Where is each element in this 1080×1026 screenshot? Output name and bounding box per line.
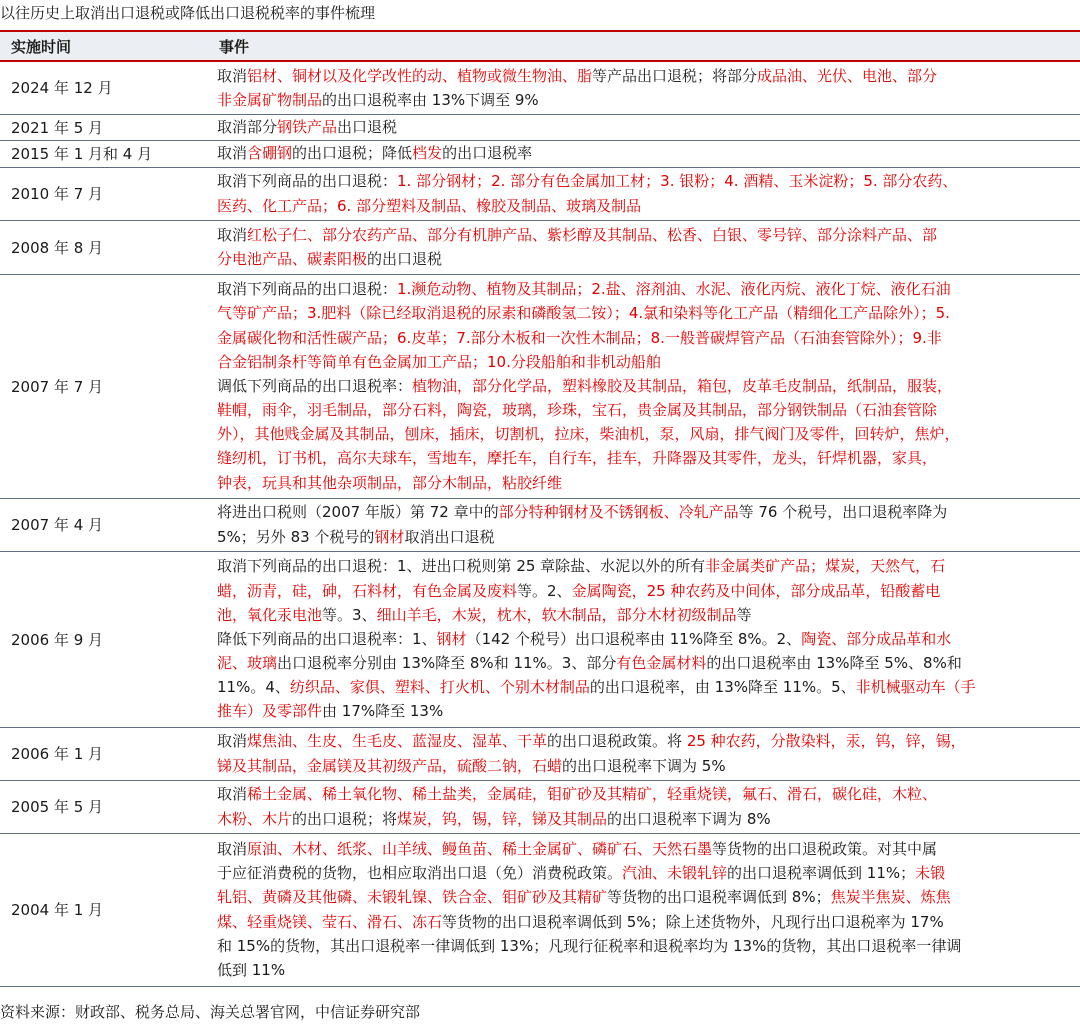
- event-line: [217, 729, 1076, 753]
- event-description: [208, 167, 1080, 220]
- table-header-row: [0, 31, 1080, 61]
- table-row: [0, 220, 1080, 274]
- highlighted-product-text: 细山羊毛，木炭，枕木，软木制品，部分木材初级制品: [376, 605, 737, 624]
- table-title: 以往历史上取消出口退税或降低出口退税税率的事件梳理: [0, 4, 376, 22]
- event-text: 等产品出口退税；将部分: [592, 66, 758, 85]
- event-text: 等。2、: [517, 581, 572, 600]
- highlighted-product-text: 陶瓷、部分成品革和水: [801, 629, 952, 648]
- highlighted-product-text: 稀土金属、稀土氧化物、稀土盐类，金属硅，钼矿砂及其精矿，轻重烧镁，氟石、滑石，碳化硅，木粒、: [247, 785, 938, 804]
- event-description: [208, 220, 1080, 274]
- event-description: [208, 551, 1080, 727]
- event-text: 的出口退税政策。将: [547, 732, 687, 751]
- event-description: [208, 274, 1080, 498]
- event-line: [217, 782, 1076, 806]
- highlighted-product-text: 轧铝、黄磷及其他磷、未锻轧镍、铁合金、钼矿砂及其精矿: [217, 888, 608, 907]
- event-text: 5%；另外 83 个税号的: [217, 527, 375, 546]
- event-line: [217, 554, 1076, 578]
- event-text: 的出口退税率调低到 11%；: [727, 864, 916, 883]
- event-date: 2006 年 1 月: [0, 727, 208, 780]
- highlighted-product-text: 钟表，玩具和其他杂项制品，部分木制品，粘胶纤维: [217, 473, 563, 492]
- event-text: 出口退税率分别由 13%降至 8%和 11%。3、部分: [277, 654, 617, 673]
- highlighted-product-text: 金属碳化物和活性碳产品；6.皮革；7.部分木板和一次性木制品；8.一般普碳焊管产品（石油套管除外）；9.非: [217, 328, 942, 347]
- event-text: 的出口退税率下调为 8%: [607, 809, 771, 828]
- highlighted-product-text: 红松子仁、部分农药产品、部分有机胂产品、紫杉醇及其制品、松香、白银、零号锌、部分涂料产品、部: [247, 225, 938, 244]
- highlighted-product-text: 非金属类矿产品；煤炭，天然气，石: [705, 557, 946, 576]
- event-date: 2006 年 9 月: [0, 551, 208, 727]
- highlighted-product-text: 煤炭，钨，锡，锌，锑及其制品: [397, 809, 608, 828]
- event-line: [217, 500, 1076, 524]
- highlighted-product-text: 气等矿产品；3.肥料（除已经取消退税的尿素和磷酸氢二铵）；4.氯和染料等化工产品（精细化工产品除外）；5.: [217, 304, 950, 323]
- table-row: [0, 140, 1080, 167]
- event-line: [217, 194, 1076, 218]
- event-date: 2008 年 8 月: [0, 220, 208, 274]
- event-date: 2004 年 1 月: [0, 833, 208, 986]
- event-date: 2007 年 4 月: [0, 498, 208, 551]
- event-text: 由 17%降至 13%: [322, 702, 444, 721]
- highlighted-product-text: 1.濒危动物、植物及其制品；2.盐、溶剂油、水泥、液化丙烷、液化丁烷、液化石油: [397, 280, 951, 299]
- event-text: 调低下列商品的出口退税率：: [217, 376, 413, 395]
- table-body: [0, 61, 1080, 986]
- column-header-date: 实施时间: [0, 31, 208, 61]
- event-line: [217, 958, 1076, 982]
- table-row: [0, 114, 1080, 140]
- event-date: 2015 年 1 月和 4 月: [0, 140, 208, 167]
- highlighted-product-text: 推车）及零部件: [217, 702, 323, 721]
- event-text: 低到 11%: [217, 960, 286, 979]
- highlighted-product-text: 锑及其制品，金属镁及其初级产品，硫酸二钠，石蜡: [217, 756, 563, 775]
- table-row: [0, 61, 1080, 114]
- event-line: [217, 64, 1076, 88]
- highlighted-product-text: 外），其他贱金属及其制品，刨床，插床，切割机，拉床，柴油机，泵，风扇，排气阀门及零件，回转炉，焦炉，: [217, 425, 960, 444]
- event-text: 于应征消费税的货物，也相应取消出口退（免）消费税政策。: [217, 864, 623, 883]
- event-description: [208, 833, 1080, 986]
- table-row: [0, 167, 1080, 220]
- event-text: 的出口退税率下调为 5%: [562, 756, 726, 775]
- event-text: 取消: [217, 785, 248, 804]
- event-date: 2021 年 5 月: [0, 114, 208, 140]
- event-line: [217, 398, 1076, 422]
- event-line: [217, 223, 1076, 247]
- highlighted-product-text: 有色金属材料: [616, 654, 707, 673]
- highlighted-product-text: 木粉、木片: [217, 809, 293, 828]
- event-line: [217, 471, 1076, 495]
- event-description: [208, 780, 1080, 833]
- highlighted-product-text: 分电池产品、碳素阳极: [217, 250, 368, 268]
- event-description: [208, 140, 1080, 167]
- event-description: [208, 727, 1080, 780]
- table-row: [0, 551, 1080, 727]
- highlighted-product-text: 25 种农药，分散染料，汞，钨，锌，锡，: [686, 732, 966, 751]
- event-line: [217, 675, 1076, 699]
- highlighted-product-text: 煤、轻重烧镁、莹石、滑石、冻石: [217, 912, 443, 931]
- highlighted-product-text: 蜡，沥青，硅，砷，石料材，有色金属及废料: [217, 581, 518, 600]
- event-text: 的出口退税: [367, 250, 443, 268]
- event-line: [217, 579, 1076, 603]
- event-line: [217, 277, 1076, 301]
- event-text: 的出口退税率，由 13%降至 11%。5、: [589, 678, 856, 697]
- event-line: [217, 885, 1076, 909]
- highlighted-product-text: 非机械驱动车（手: [855, 678, 976, 697]
- event-text: 取消下列商品的出口退税：1、进出口税则第 25 章除盐、水泥以外的所有: [217, 557, 706, 576]
- event-text: 取消: [217, 839, 248, 858]
- highlighted-product-text: 合金铝制条杆等简单有色金属加工产品；10.分段船舶和非机动船舶: [217, 352, 661, 371]
- event-text: 11%。4、: [217, 678, 290, 697]
- event-text: 将进出口税则（2007 年版）第 72 章中的: [217, 503, 499, 522]
- event-line: [217, 374, 1076, 398]
- event-description: [208, 61, 1080, 114]
- event-line: [217, 169, 1076, 193]
- event-text: 取消: [217, 225, 248, 244]
- source-note: 资料来源：财政部、税务总局、海关总署官网，中信证券研究部: [0, 1003, 421, 1021]
- event-text: 等货物的出口退税政策。对其中属: [712, 839, 938, 858]
- highlighted-product-text: 铝材、铜材以及化学改性的动、植物或微生物油、脂: [247, 66, 593, 85]
- event-text: 的出口退税；降低: [292, 144, 413, 163]
- event-line: [217, 651, 1076, 675]
- event-text: 取消出口退税: [404, 527, 495, 546]
- event-line: [217, 934, 1076, 958]
- event-text: 降低下列商品的出口退税率：1、: [217, 629, 437, 648]
- highlighted-product-text: 非金属矿物制品: [217, 90, 323, 109]
- event-text: 等 76 个税号，出口退税率降为: [738, 503, 948, 522]
- highlighted-product-text: 泥、玻璃: [217, 654, 278, 673]
- event-line: [217, 88, 1076, 112]
- event-description: [208, 498, 1080, 551]
- highlighted-product-text: 成品油、光伏、电池、部分: [757, 66, 938, 85]
- event-date: 2024 年 12 月: [0, 61, 208, 114]
- event-text: （142 个税号）出口退税率由 11%降至 8%。2、: [466, 629, 802, 648]
- highlighted-product-text: 鞋帽，雨伞，羽毛制品，部分石料，陶瓷，玻璃，珍珠，宝石，贵金属及其制品，部分钢铁制品（石油套管除: [217, 401, 938, 420]
- event-line: [217, 699, 1076, 723]
- highlighted-product-text: 池，氧化汞电池: [217, 605, 323, 624]
- event-text: 等货物的出口退税率调低到 5%；除上述货物外，凡现行出口退税率为 17%: [442, 912, 944, 931]
- highlighted-product-text: 汽油、未锻轧锌: [622, 864, 728, 883]
- table-row: [0, 780, 1080, 833]
- highlighted-product-text: 纺织品、家俱、塑料、打火机、个别木材制品: [289, 678, 590, 697]
- event-description: [208, 114, 1080, 140]
- event-line: [217, 115, 1076, 139]
- highlighted-product-text: 煤焦油、生皮、生毛皮、蓝湿皮、湿革、干革: [247, 732, 548, 751]
- event-text: 等: [736, 605, 752, 624]
- event-line: [217, 301, 1076, 325]
- event-text: 的出口退税率由 13%降至 5%、8%和: [706, 654, 962, 673]
- table-row: [0, 274, 1080, 498]
- event-text: 取消下列商品的出口退税：: [217, 280, 398, 299]
- event-text: 取消: [217, 144, 248, 163]
- table-row: [0, 498, 1080, 551]
- highlighted-product-text: 金属陶瓷，25 种农药及中间体，部分成品革，铅酸蓄电: [571, 581, 941, 600]
- table-row: [0, 833, 1080, 986]
- highlighted-product-text: 焦炭半焦炭、炼焦: [830, 888, 951, 907]
- event-line: [217, 910, 1076, 934]
- highlighted-product-text: 钢材: [436, 629, 467, 648]
- event-text: 取消下列商品的出口退税：: [217, 172, 398, 191]
- event-text: 取消: [217, 66, 248, 85]
- event-line: [217, 837, 1076, 861]
- highlighted-product-text: 含硼钢: [247, 144, 293, 163]
- highlighted-product-text: 缝纫机，订书机，高尔夫球车，雪地车，摩托车，自行车，挂车，升降器及其零件，龙头，钎焊机器，家具，: [217, 449, 938, 468]
- event-line: [217, 141, 1076, 165]
- highlighted-product-text: 医药、化工产品；6. 部分塑料及制品、橡胶及制品、玻璃及制品: [217, 196, 642, 215]
- table-row: [0, 727, 1080, 780]
- event-line: [217, 247, 1076, 271]
- highlighted-product-text: 档发: [412, 144, 443, 163]
- event-line: [217, 525, 1076, 549]
- highlighted-product-text: 钢铁产品: [277, 117, 338, 136]
- event-line: [217, 446, 1076, 470]
- event-line: [217, 350, 1076, 374]
- event-text: 出口退税: [337, 117, 398, 136]
- event-line: [217, 861, 1076, 885]
- highlighted-product-text: 1. 部分钢材；2. 部分有色金属加工材；3. 银粉；4. 酒精、玉米淀粉；5. 部分农药、: [397, 172, 958, 191]
- event-text: 的出口退税率由 13%下调至 9%: [322, 90, 539, 109]
- event-line: [217, 754, 1076, 778]
- event-line: [217, 603, 1076, 627]
- event-date: 2005 年 5 月: [0, 780, 208, 833]
- highlighted-product-text: 部分特种钢材及不锈钢板、冷轧产品: [498, 503, 739, 522]
- highlighted-product-text: 未锻: [915, 864, 946, 883]
- event-line: [217, 807, 1076, 831]
- event-date: 2010 年 7 月: [0, 167, 208, 220]
- event-line: [217, 326, 1076, 350]
- export-rebate-events-table: [0, 30, 1080, 987]
- highlighted-product-text: 钢材: [374, 527, 405, 546]
- event-text: 等。3、: [322, 605, 377, 624]
- event-text: 的出口退税；将: [292, 809, 398, 828]
- event-line: [217, 422, 1076, 446]
- column-header-event: 事件: [208, 31, 1080, 61]
- event-text: 等货物的出口退税率调低到 8%；: [607, 888, 831, 907]
- event-text: 的出口退税率: [442, 144, 533, 163]
- event-text: 和 15%的货物，其出口退税率一律调低到 13%；凡现行征税率和退税率均为 13%的货物，其出口退税率一律调: [217, 936, 962, 955]
- event-date: 2007 年 7 月: [0, 274, 208, 498]
- event-text: 取消部分: [217, 117, 278, 136]
- event-line: [217, 627, 1076, 651]
- event-text: 取消: [217, 732, 248, 751]
- highlighted-product-text: 原油、木材、纸浆、山羊绒、鳗鱼苗、稀土金属矿、磷矿石、天然石墨: [247, 839, 713, 858]
- highlighted-product-text: 植物油，部分化学品，塑料橡胶及其制品，箱包，皮革毛皮制品，纸制品，服装，: [412, 376, 953, 395]
